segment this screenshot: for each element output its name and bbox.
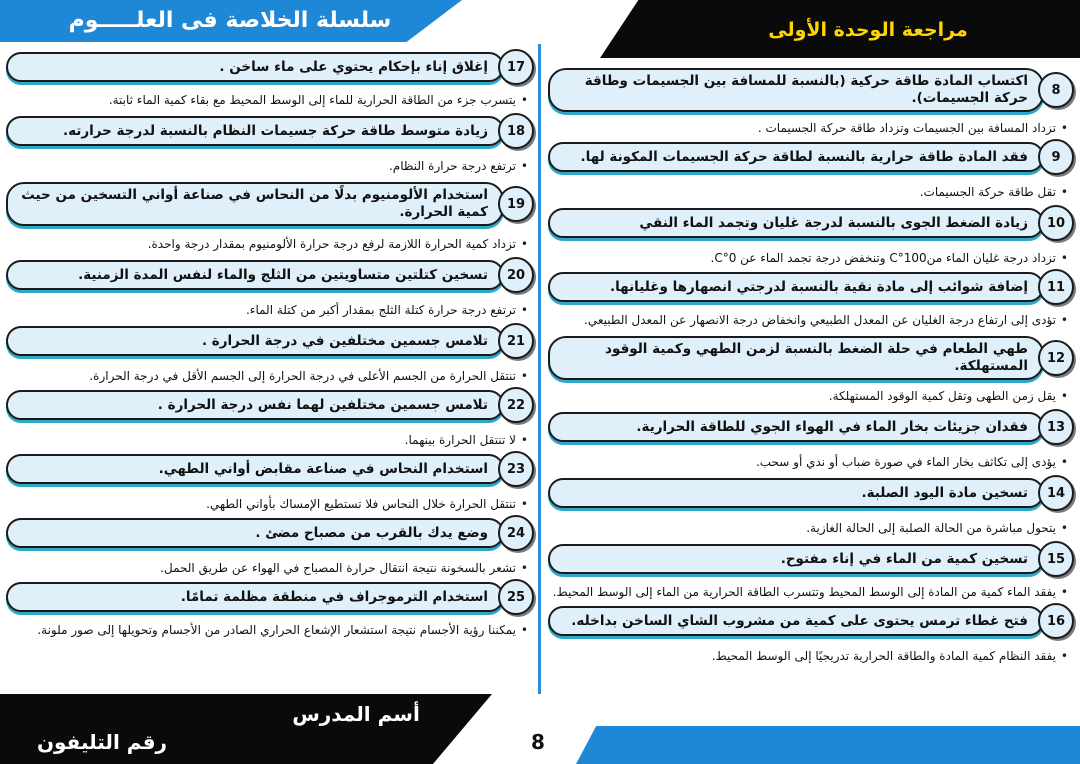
list-item <box>6 326 534 386</box>
list-item <box>548 606 1074 666</box>
question-pill: تسخين كمية من الماء في إناء مفتوح. <box>548 544 1044 574</box>
list-item <box>6 260 534 320</box>
question-pill: إضافة شوائب إلى مادة نقية بالنسبة لدرجتي انصهارها وغليانها. <box>548 272 1044 302</box>
phone-label: رقم التليفون <box>36 730 168 754</box>
answer-text: • تقل طاقة حركة الجسيمات. <box>548 182 1068 202</box>
answer-text: • يتسرب جزء من الطاقة الحرارية للماء إلى الوسط المحيط مع بقاء كمية الماء ثابتة. <box>6 90 528 110</box>
question-pill: زيادة متوسط طاقة حركة جسيمات النظام بالنسبة لدرجة حرارته. <box>6 116 504 146</box>
answer-text: • لا تنتقل الحرارة بينهما. <box>6 430 528 450</box>
item-number: 12 <box>1038 340 1074 376</box>
right-column <box>548 68 1074 666</box>
answer-text: • تؤدى إلى ارتفاع درجة الغليان عن المعدل الطبيعي وانخفاض درجة الانصهار عن المعدل الطبيعي. <box>548 310 1068 330</box>
question-pill: فقدان جزيئات بخار الماء في الهواء الجوي للطاقة الحرارية. <box>548 412 1044 442</box>
question-pill: اكتساب المادة طاقة حركية (بالنسبة للمسافة بين الجسيمات وطاقة حركة الجسيمات). <box>548 68 1044 112</box>
question-pill: فتح غطاء ترمس يحتوى على كمية من مشروب الشاي الساخن بداخله. <box>548 606 1044 636</box>
answer-text: • تنتقل الحرارة خلال النحاس فلا تستطيع الإمساك بأواني الطهي. <box>6 494 528 514</box>
item-number: 10 <box>1038 205 1074 241</box>
list-item <box>6 454 534 514</box>
answer-text: • ترتفع درجة حرارة النظام. <box>6 156 528 176</box>
item-number: 18 <box>498 113 534 149</box>
item-number: 21 <box>498 323 534 359</box>
item-number: 22 <box>498 387 534 423</box>
answer-text: • يفقد النظام كمية المادة والطاقة الحرارية تدريجيًا إلى الوسط المحيط. <box>548 646 1068 666</box>
item-number: 13 <box>1038 409 1074 445</box>
answer-text: • يمكننا رؤية الأجسام نتيجة استشعار الإشعاع الحراري الصادر من الأجسام وتحويلها إلى صور ملونة. <box>6 620 528 640</box>
answer-text: • تزداد درجة غليان الماء من100°C وتنخفض درجة تجمد الماء عن 0°C. <box>548 248 1068 268</box>
item-number: 25 <box>498 579 534 615</box>
question-pill: تلامس جسمين مختلفين لهما نفس درجة الحرارة . <box>6 390 504 420</box>
answer-text: • يفقد الماء كمية من المادة إلى الوسط المحيط وتتسرب الطاقة الحرارية من الماء إلى الوسط المحيط. <box>548 582 1068 602</box>
answer-text: • تزداد المسافة بين الجسيمات وتزداد طاقة حركة الجسيمات . <box>548 118 1068 138</box>
list-item <box>6 390 534 450</box>
list-item <box>548 68 1074 138</box>
item-number: 15 <box>1038 541 1074 577</box>
list-item <box>548 544 1074 602</box>
list-item <box>6 182 534 254</box>
question-pill: استخدام الألومنيوم بدلًا من النحاس في صناعة أواني التسخين من حيث كمية الحرارة. <box>6 182 504 226</box>
list-item <box>6 116 534 176</box>
item-number: 19 <box>498 186 534 222</box>
question-pill: تسخين كتلتين متساويتين من الثلج والماء لنفس المدة الزمنية. <box>6 260 504 290</box>
list-item <box>548 478 1074 538</box>
page-number: 8 <box>531 730 545 754</box>
list-item <box>6 518 534 578</box>
question-pill: فقد المادة طاقة حرارية بالنسبة لطاقة حركة الجسيمات المكونة لها. <box>548 142 1044 172</box>
question-pill: زيادة الضغط الجوى بالنسبة لدرجة غليان وتجمد الماء النقي <box>548 208 1044 238</box>
answer-text: • تزداد كمية الحرارة اللازمة لرفع درجة حرارة الألومنيوم بمقدار درجة واحدة. <box>6 234 528 254</box>
item-number: 14 <box>1038 475 1074 511</box>
list-item <box>548 142 1074 202</box>
question-pill: إغلاق إناء بإحكام يحتوي على ماء ساخن . <box>6 52 504 82</box>
answer-text: • يقل زمن الطهى وتقل كمية الوقود المستهلكة. <box>548 386 1068 406</box>
item-number: 23 <box>498 451 534 487</box>
item-number: 17 <box>498 49 534 85</box>
list-item <box>548 208 1074 268</box>
item-number: 16 <box>1038 603 1074 639</box>
item-number: 9 <box>1038 139 1074 175</box>
unit-title: مراجعة الوحدة الأولى <box>768 19 968 41</box>
list-item <box>548 336 1074 406</box>
question-pill: استخدام الترموجراف في منطقة مظلمة تمامًا. <box>6 582 504 612</box>
item-number: 24 <box>498 515 534 551</box>
list-item <box>6 582 534 640</box>
answer-text: • تنتقل الحرارة من الجسم الأعلى في درجة الحرارة إلى الجسم الأقل في درجة الحرارة. <box>6 366 528 386</box>
answer-text: • يتحول مباشرة من الحالة الصلبة إلى الحالة الغازية. <box>548 518 1068 538</box>
answer-text: • ترتفع درجة حرارة كتلة الثلج بمقدار أكبر من كتلة الماء. <box>6 300 528 320</box>
left-column <box>6 52 534 640</box>
question-pill: تسخين مادة اليود الصلبة. <box>548 478 1044 508</box>
list-item <box>548 412 1074 472</box>
answer-text: • يؤدى إلى تكاثف بخار الماء في صورة ضباب أو ندي أو سحب. <box>548 452 1068 472</box>
item-number: 20 <box>498 257 534 293</box>
item-number: 8 <box>1038 72 1074 108</box>
list-item <box>6 52 534 110</box>
teacher-label: أسم المدرس <box>292 702 420 726</box>
question-pill: طهي الطعام في حلة الضغط بالنسبة لزمن الطهي وكمية الوقود المستهلكة. <box>548 336 1044 380</box>
question-pill: وضع يدك بالقرب من مصباح مضئ . <box>6 518 504 548</box>
question-pill: استخدام النحاس في صناعة مقابض أواني الطهي. <box>6 454 504 484</box>
list-item <box>548 272 1074 330</box>
series-title: سلسلة الخلاصة فى العلـــــوم <box>68 8 392 33</box>
item-number: 11 <box>1038 269 1074 305</box>
answer-text: • تشعر بالسخونة نتيجة انتقال حرارة المصباح في الهواء عن طريق الحمل. <box>6 558 528 578</box>
footer-accent-bar <box>576 726 1080 764</box>
column-divider <box>538 44 541 694</box>
question-pill: تلامس جسمين مختلفين في درجة الحرارة . <box>6 326 504 356</box>
